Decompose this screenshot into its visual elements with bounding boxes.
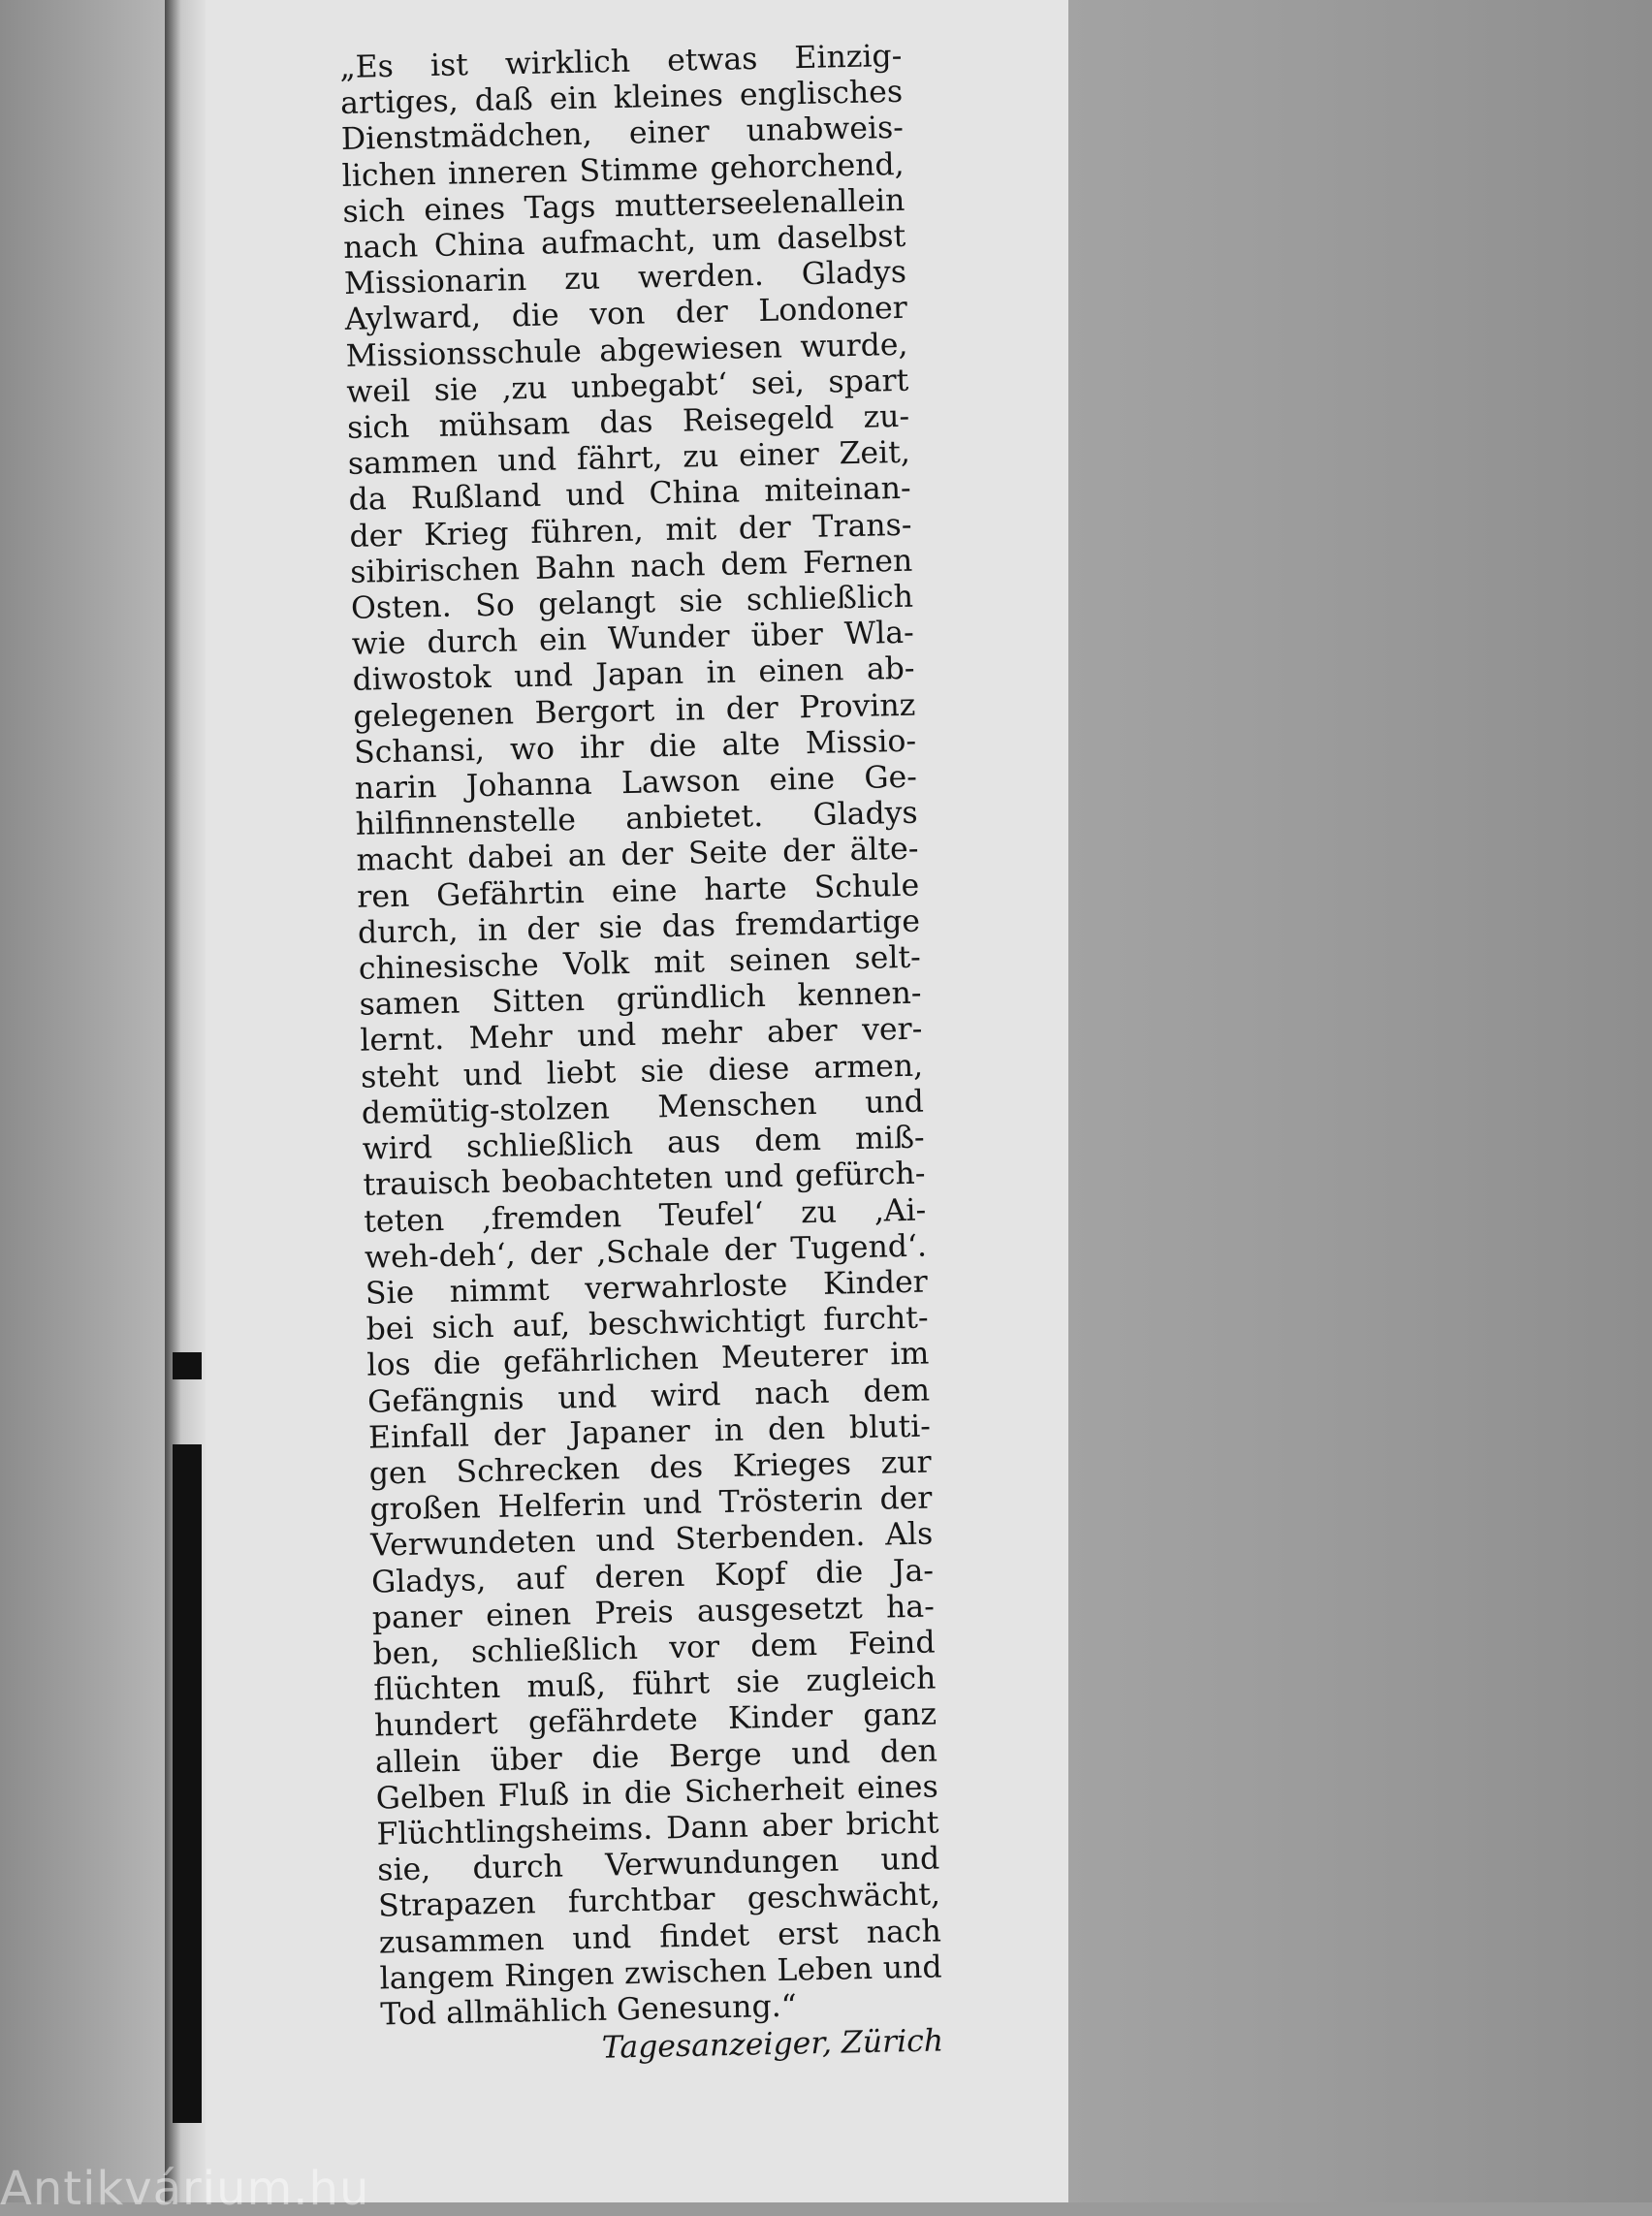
blurb-line: zusammen und findet erst nach xyxy=(378,1913,942,1961)
blurb-line: teten ‚fremden Teufel‘ zu ‚Ai- xyxy=(363,1192,927,1240)
blurb-line: sie, durch Verwundungen und xyxy=(376,1841,940,1888)
blurb-line: wie durch ein Wunder über Wla- xyxy=(351,615,915,663)
blurb-line: hilfinnenstelle anbietet. Gladys xyxy=(355,795,918,843)
blurb-line: da Rußland und China miteinan- xyxy=(348,471,911,519)
blurb-line: nach China aufmacht, um daselbst xyxy=(342,218,906,266)
blurb-line: sich mühsam das Reisegeld zu- xyxy=(346,398,910,446)
blurb-line: Flüchtlingsheims. Dann aber bricht xyxy=(376,1805,939,1852)
right-background xyxy=(1068,0,1652,2202)
blurb-line: Gelben Fluß in die Sicherheit eines xyxy=(375,1769,939,1817)
blurb-line: Missionarin zu werden. Gladys xyxy=(343,255,907,302)
blurb-line: Gefängnis und wird nach dem xyxy=(366,1373,931,1420)
blurb-line: durch, in der sie das fremdartige xyxy=(357,903,921,951)
blurb-line: großen Helferin und Trösterin der xyxy=(369,1480,933,1528)
blurb-line: lernt. Mehr und mehr aber ver- xyxy=(360,1012,923,1060)
blurb-line: allein über die Berge und den xyxy=(374,1733,938,1781)
blurb-line: ren Gefährtin eine harte Schule xyxy=(356,868,920,915)
blurb-line: gelegenen Bergort in der Provinz xyxy=(353,687,916,735)
blurb-line: Tod allmählich Genesung.“ xyxy=(380,1988,798,2033)
blurb-line: trauisch beobachteten und gefürch- xyxy=(363,1155,926,1204)
blurb-line: Einfall der Japaner in den bluti- xyxy=(367,1409,932,1456)
blurb-line: „Es ist wirklich etwas Einzig- xyxy=(339,38,903,85)
blurb-line: demütig-stolzen Menschen und xyxy=(361,1084,925,1131)
blurb-line: steht und liebt sie diese armen, xyxy=(360,1048,924,1095)
blurb-line: samen Sitten gründlich kennen- xyxy=(359,975,922,1024)
blurb-line: Verwundeten und Sterbenden. Als xyxy=(369,1516,934,1564)
blurb-line: sammen und fährt, zu einer Zeit, xyxy=(347,434,911,483)
blurb-line: weil sie ‚zu unbegabt‘ sei, spart xyxy=(346,363,909,410)
blurb-line: los die gefährlichen Meuterer im xyxy=(366,1336,930,1384)
blurb-line: chinesische Volk mit seinen selt- xyxy=(358,939,922,987)
blurb-line: diwostok und Japan in einen ab- xyxy=(352,651,915,699)
blurb-line: sich eines Tags mutterseelenallein xyxy=(342,182,905,230)
blurb-line: Schansi, wo ihr die alte Missio- xyxy=(353,723,917,771)
spine-dark-band-upper xyxy=(173,1352,202,1379)
blurb-line: Strapazen furchtbar geschwächt, xyxy=(377,1877,941,1924)
watermark: Antikvárium.hu xyxy=(0,2162,370,2216)
blurb-line: Dienstmädchen, einer unabweis- xyxy=(340,111,905,158)
blurb-line: macht dabei an der Seite der älte- xyxy=(356,832,919,879)
blurb-line: Sie nimmt verwahrloste Kinder xyxy=(365,1264,929,1312)
blurb-line: wird schließlich aus dem miß- xyxy=(362,1120,926,1167)
blurb-line: narin Johanna Lawson eine Ge- xyxy=(354,759,918,807)
blurb-line: Missionsschule abgewiesen wurde, xyxy=(345,327,908,374)
blurb-line: hundert gefährdete Kinder ganz xyxy=(373,1696,937,1744)
blurb-line: langem Ringen zwischen Leben und xyxy=(379,1949,942,1997)
spine-dark-band-lower xyxy=(173,1444,202,2123)
blurb-line: Aylward, die von der Londoner xyxy=(344,291,908,338)
blurb-line: der Krieg führen, mit der Trans- xyxy=(349,507,912,554)
left-background xyxy=(0,0,175,2202)
blurb-line: paner einen Preis ausgesetzt ha- xyxy=(371,1589,936,1636)
blurb-source: Tagesanzeiger, Zürich xyxy=(601,2023,944,2066)
blurb-line: Gladys, auf deren Kopf die Ja- xyxy=(370,1553,935,1600)
blurb-line: bei sich auf, beschwichtigt furcht- xyxy=(365,1300,929,1347)
blurb-text xyxy=(339,39,944,2072)
blurb-line: Osten. So gelangt sie schließlich xyxy=(350,579,914,626)
blurb-line: sibirischen Bahn nach dem Fernen xyxy=(349,543,913,590)
blurb-line: artiges, daß ein kleines englisches xyxy=(339,75,904,122)
blurb-line: ben, schließlich vor dem Feind xyxy=(372,1625,936,1672)
blurb-line: weh-deh‘, der ‚Schale der Tugend‘. xyxy=(364,1228,928,1276)
blurb-line: lichen inneren Stimme gehorchend, xyxy=(341,146,905,194)
blurb-line: gen Schrecken des Krieges zur xyxy=(368,1444,933,1492)
blurb-line: flüchten muß, führt sie zugleich xyxy=(373,1661,937,1708)
